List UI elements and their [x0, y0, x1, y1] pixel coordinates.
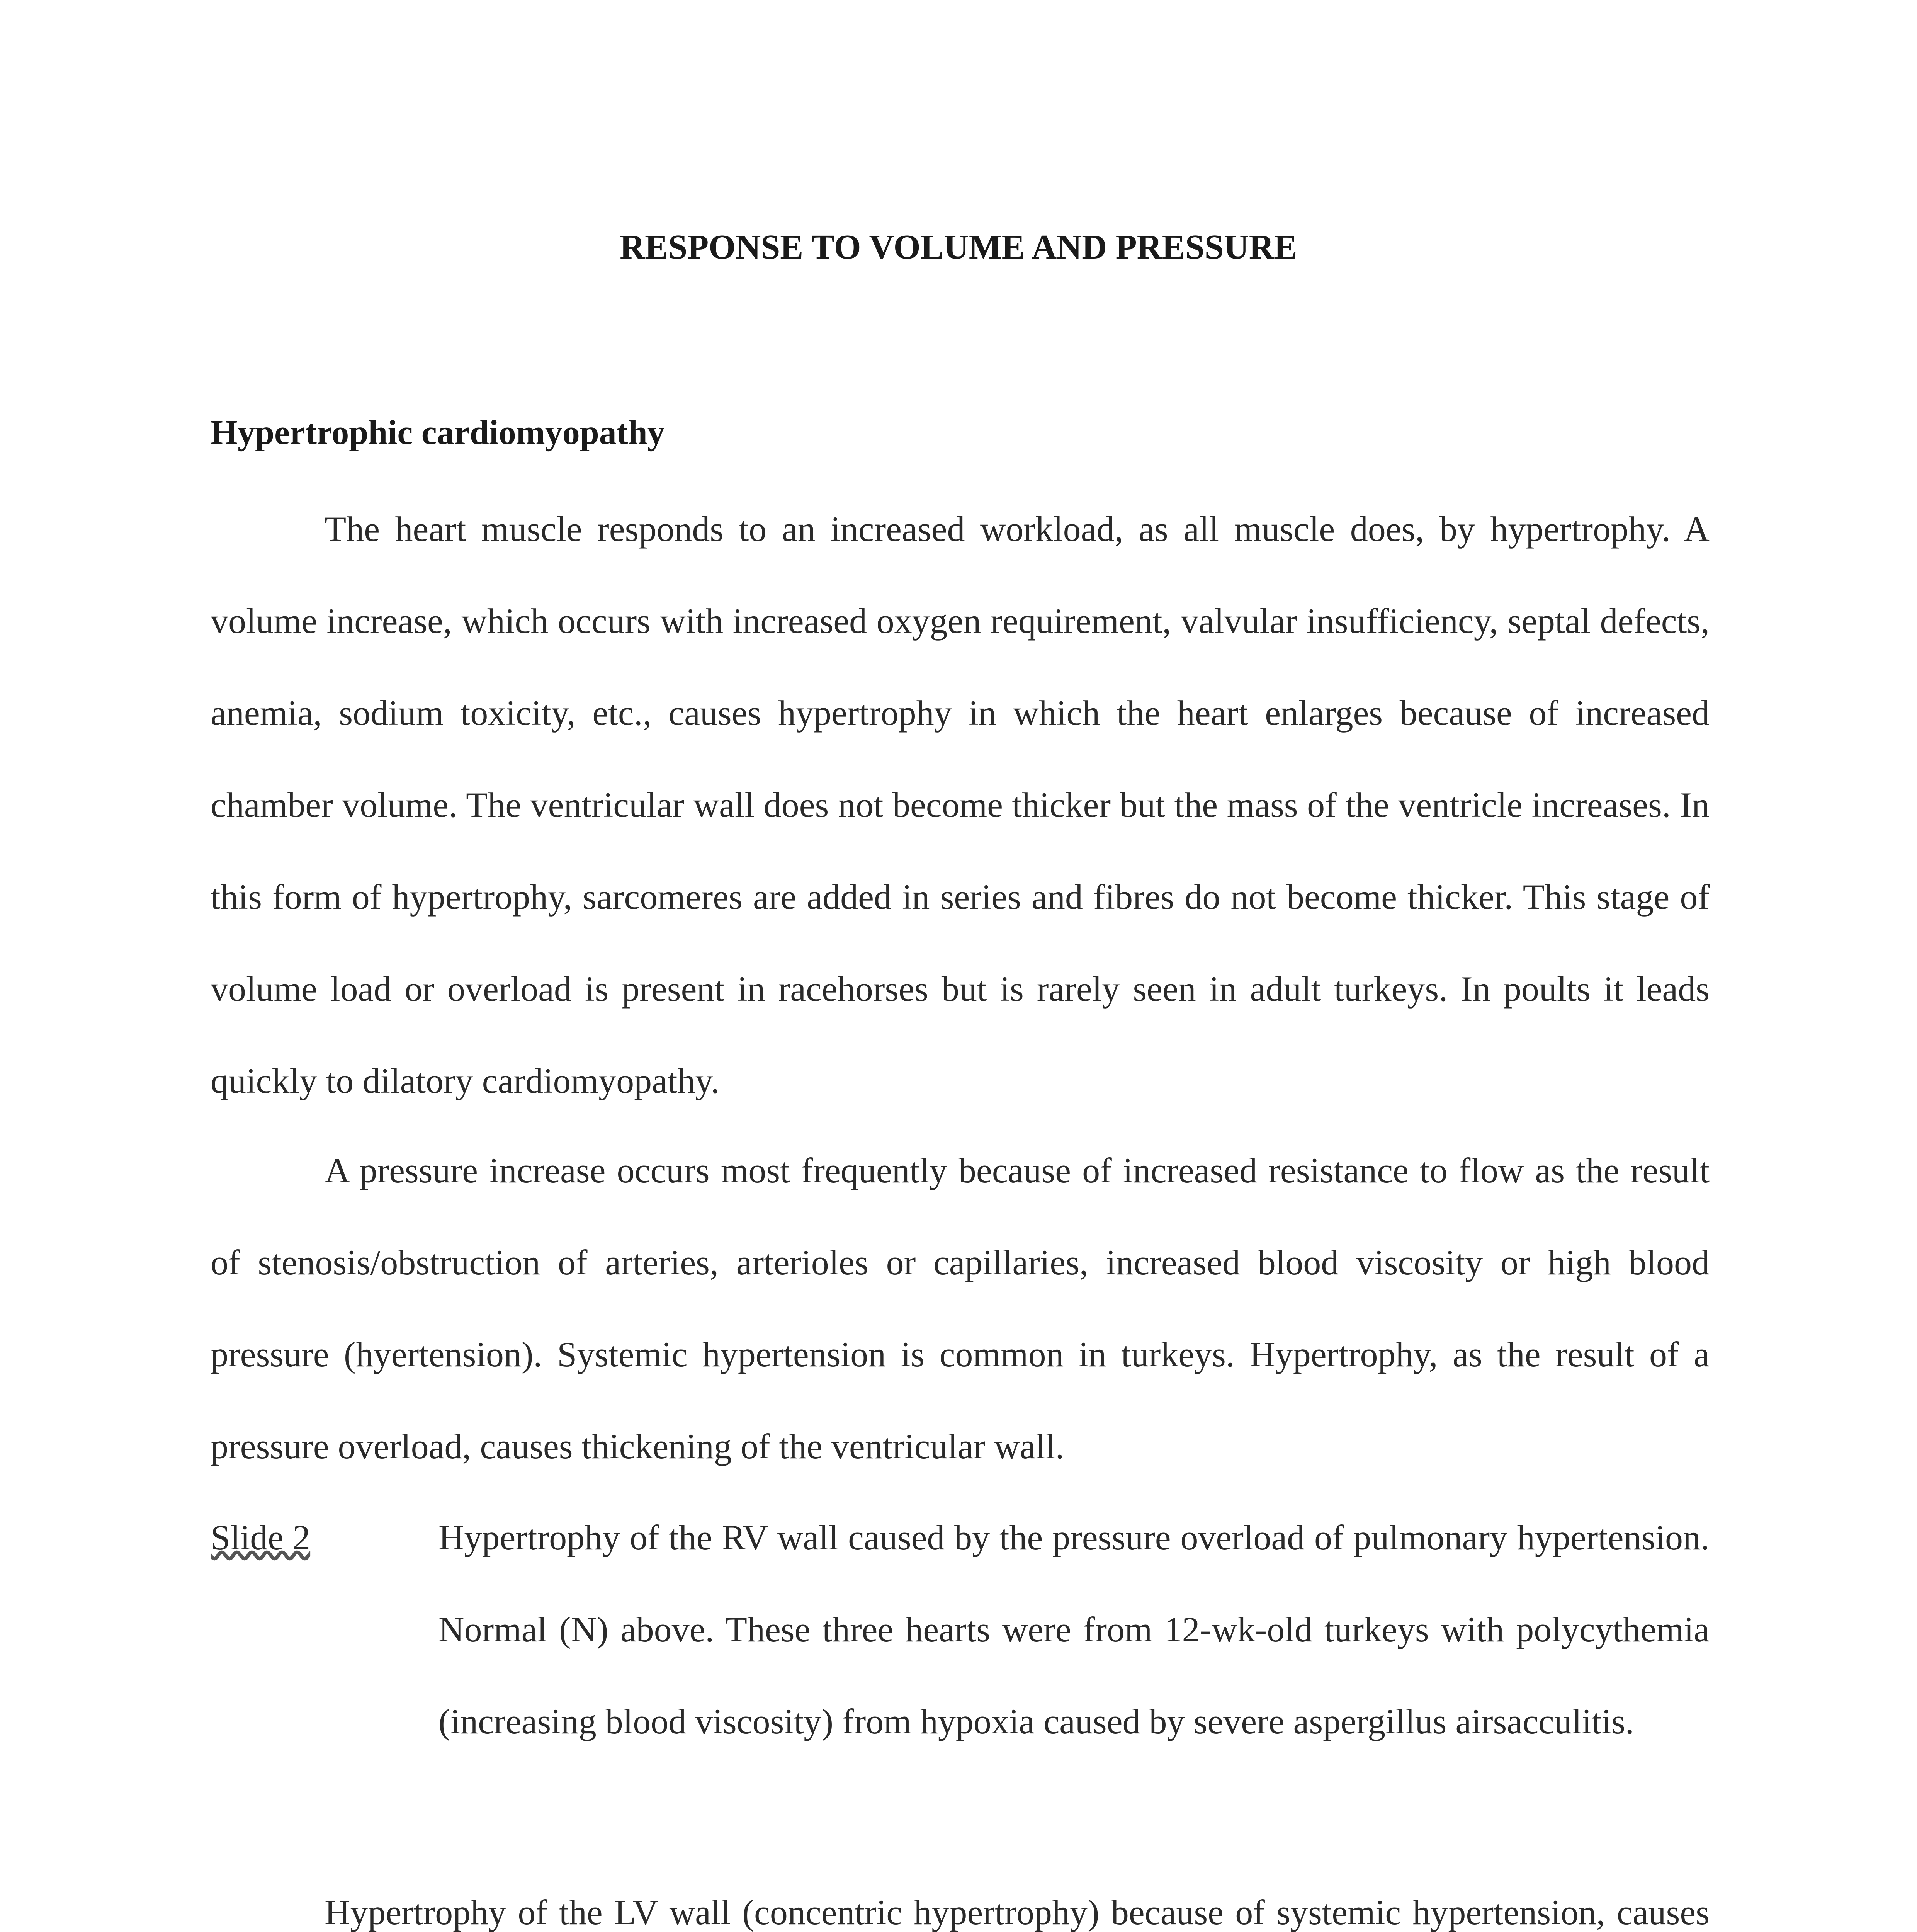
- paragraph-pressure-increase: A pressure increase occurs most frequently because of increased resistance to flow as the result of stenosis/obstruction of arteries, arterioles or capillaries, increased blood viscosity or high blood pressure (hyertension). Systemic hypertension is common in turkeys. Hypertrophy, as the result of a pressure overload, causes thickening of the ventricular wall.: [211, 1151, 1710, 1466]
- paragraph-volume-increase: The heart muscle responds to an increased workload, as all muscle does, by hypertrophy. A volume increase, which occurs with increased oxygen requirement, valvular insufficiency, septal defects, anemia, sodium toxicity, etc., causes hypertrophy in which the heart enlarges because of increased chamber volume. The ventricular wall does not become thicker but the mass of the ventricle increases. In this form of hypertrophy, sarcomeres are added in series and fibres do not become thicker. This stage of volume load or overload is present in racehorses but is rarely seen in adult turkeys. In poults it leads quickly to dilatory cardiomyopathy.: [211, 509, 1710, 1100]
- slide-caption: Hypertrophy of the RV wall caused by the pressure overload of pulmonary hypertension. Normal (N) above. These three hearts were from 12-wk-old turkeys with polycythemia (increasing blood viscosity) from hypoxia caused by severe aspergillus airsacculitis.: [438, 1518, 1710, 1741]
- page-title: RESPONSE TO VOLUME AND PRESSURE: [620, 228, 1297, 266]
- paragraph-lv-hypertrophy: Hypertrophy of the LV wall (concentric hypertrophy) because of systemic hypertension, causes: [325, 1893, 1710, 1932]
- section-heading: Hypertrophic cardiomyopathy: [211, 413, 665, 452]
- slide-reference-link[interactable]: Slide 2: [211, 1518, 311, 1557]
